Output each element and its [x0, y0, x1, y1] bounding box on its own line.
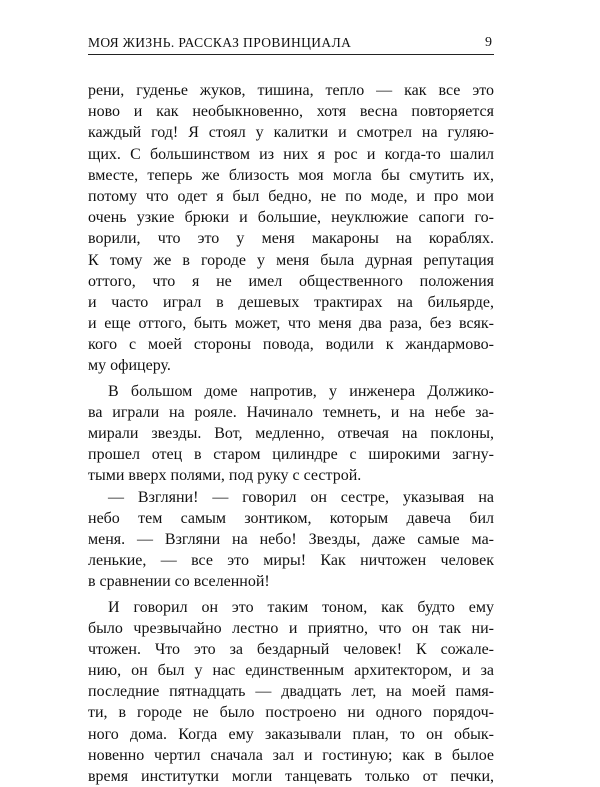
text-line: потому что одет я был бедно, не по моде, и про мои	[88, 186, 494, 207]
running-header	[88, 32, 494, 55]
page-number: 9	[485, 35, 492, 51]
text-line: последние пятнадцать — двадцать лет, на моей памя-	[88, 681, 494, 702]
text-line: вместе, теперь же близость моя могла бы смутить их,	[88, 165, 494, 186]
text-line: небо тем самым зонтиком, которым давеча бил	[88, 508, 494, 529]
text-line: щих. С большинством из них я рос и когда-то шалил	[88, 144, 494, 165]
body-text	[88, 80, 494, 787]
text-line: рени, гуденье жуков, тишина, тепло — как все это	[88, 80, 494, 101]
paragraph	[88, 80, 494, 377]
text-line: новенно чертил сначала зал и гостиную; как в былое	[88, 745, 494, 766]
text-line: К тому же в городе у меня была дурная репутация	[88, 250, 494, 271]
text-line: И говорил он это таким тоном, как будто ему	[88, 597, 494, 618]
text-line: ного дома. Когда ему заказывали план, то он обык-	[88, 724, 494, 745]
text-line: и еще оттого, быть может, что меня два раза, без всяк-	[88, 313, 494, 334]
text-line: ти, в городе не было построено ни одного порядоч-	[88, 702, 494, 723]
text-line: кого с моей стороны повода, водили к жандармово-	[88, 334, 494, 355]
paragraph	[88, 597, 494, 787]
text-line: ворили, что это у меня макароны на кораблях.	[88, 228, 494, 249]
text-line: — Взгляни! — говорил он сестре, указывая на	[88, 487, 494, 508]
text-line: нию, он был у нас единственным архитектором, и за	[88, 660, 494, 681]
text-line: каждый год! Я стоял у калитки и смотрел на гуляю-	[88, 122, 494, 143]
text-line: му офицеру.	[88, 355, 494, 376]
text-line: ва играли на рояле. Начинало темнеть, и на небе за-	[88, 402, 494, 423]
text-line: очень узкие брюки и большие, неуклюжие сапоги го-	[88, 207, 494, 228]
text-line: мирали звезды. Вот, медленно, отвечая на поклоны,	[88, 423, 494, 444]
text-line: чтожен. Что это за бездарный человек! К сожале-	[88, 639, 494, 660]
text-line: оттого, что я не имел общественного положения	[88, 271, 494, 292]
text-line: время институтки могли танцевать только от печки,	[88, 766, 494, 787]
text-line: было чрезвычайно лестно и приятно, что он так ни-	[88, 618, 494, 639]
text-line: прошел отец в старом цилиндре с широкими загну-	[88, 444, 494, 465]
paragraph	[88, 381, 494, 487]
text-line: В большом доме напротив, у инженера Должико-	[88, 381, 494, 402]
text-line: и часто играл в дешевых трактирах на бильярде,	[88, 292, 494, 313]
paragraph	[88, 487, 494, 593]
running-title: МОЯ ЖИЗНЬ. РАССКАЗ ПРОВИНЦИАЛА	[88, 35, 351, 51]
text-line: тыми вверх полями, под руку с сестрой.	[88, 465, 494, 486]
text-line: ново и как необыкновенно, хотя весна повторяется	[88, 101, 494, 122]
text-line: меня. — Взгляни на небо! Звезды, даже самые ма-	[88, 529, 494, 550]
text-line: в сравнении со вселенной!	[88, 571, 494, 592]
text-line: ленькие, — все это миры! Как ничтожен человек	[88, 550, 494, 571]
